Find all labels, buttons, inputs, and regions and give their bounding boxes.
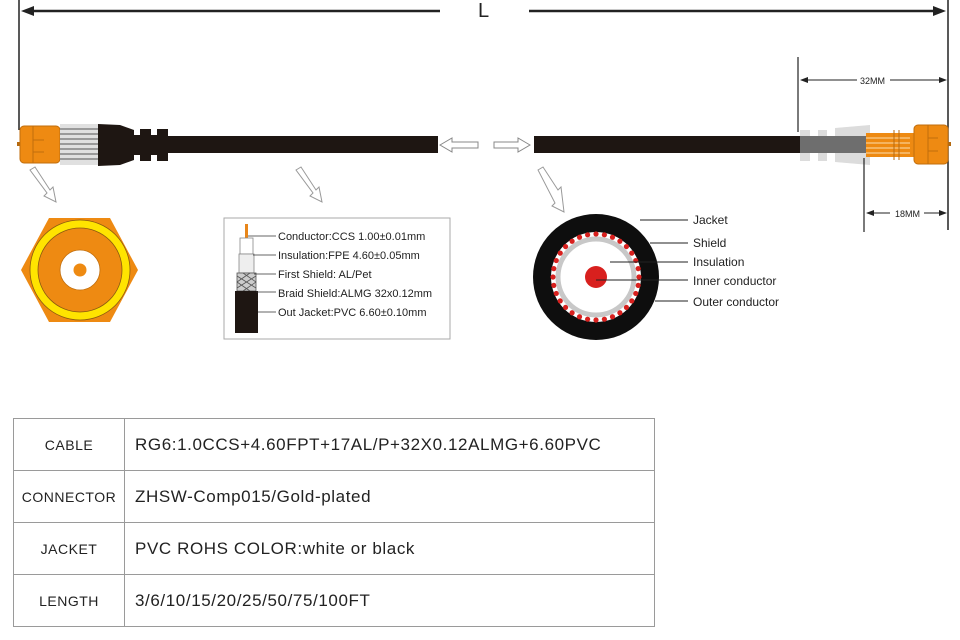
svg-text:32MM: 32MM xyxy=(860,76,886,86)
table-row xyxy=(14,471,655,523)
table-row xyxy=(14,523,655,575)
layer-out-jacket: Out Jacket:PVC 6.60±0.10mm xyxy=(278,307,427,319)
layer-insulation: Insulation:FPE 4.60±0.05mm xyxy=(278,250,420,262)
cross-section xyxy=(533,213,779,340)
length-dimension xyxy=(19,0,948,230)
label-outer-conductor: Outer conductor xyxy=(693,295,780,309)
label-insulation: Insulation xyxy=(693,255,745,269)
spec-table xyxy=(13,418,655,627)
break-arrows xyxy=(440,138,530,152)
cable-right xyxy=(534,136,800,153)
right-connector xyxy=(800,125,951,165)
label-jacket: Jacket xyxy=(693,213,728,227)
pointer-arrows xyxy=(30,167,564,212)
spec-value: PVC ROHS COLOR:white or black xyxy=(125,523,655,575)
spec-key: JACKET xyxy=(14,523,125,575)
layer-first-shield: First Shield: AL/Pet xyxy=(278,269,372,281)
dimension-18mm xyxy=(864,158,947,232)
dimension-32mm xyxy=(798,57,947,132)
connector-face xyxy=(21,218,138,322)
spec-key: CONNECTOR xyxy=(14,471,125,523)
label-inner-conductor: Inner conductor xyxy=(693,274,777,288)
table-row xyxy=(14,419,655,471)
spec-key: CABLE xyxy=(14,419,125,471)
spec-key: LENGTH xyxy=(14,575,125,627)
layer-callout xyxy=(224,218,450,339)
svg-text:18MM: 18MM xyxy=(895,209,921,219)
left-connector xyxy=(17,124,168,166)
spec-value: RG6:1.0CCS+4.60FPT+17AL/P+32X0.12ALMG+6.60PVC xyxy=(125,419,655,471)
spec-value: ZHSW-Comp015/Gold-plated xyxy=(125,471,655,523)
spec-value: 3/6/10/15/20/25/50/75/100FT xyxy=(125,575,655,627)
length-label: L xyxy=(478,0,490,22)
label-shield: Shield xyxy=(693,236,727,250)
table-row xyxy=(14,575,655,627)
layer-braid-shield: Braid Shield:ALMG 32x0.12mm xyxy=(278,288,433,300)
layer-conductor: Conductor:CCS 1.00±0.01mm xyxy=(278,231,426,243)
cable-left xyxy=(168,136,438,153)
